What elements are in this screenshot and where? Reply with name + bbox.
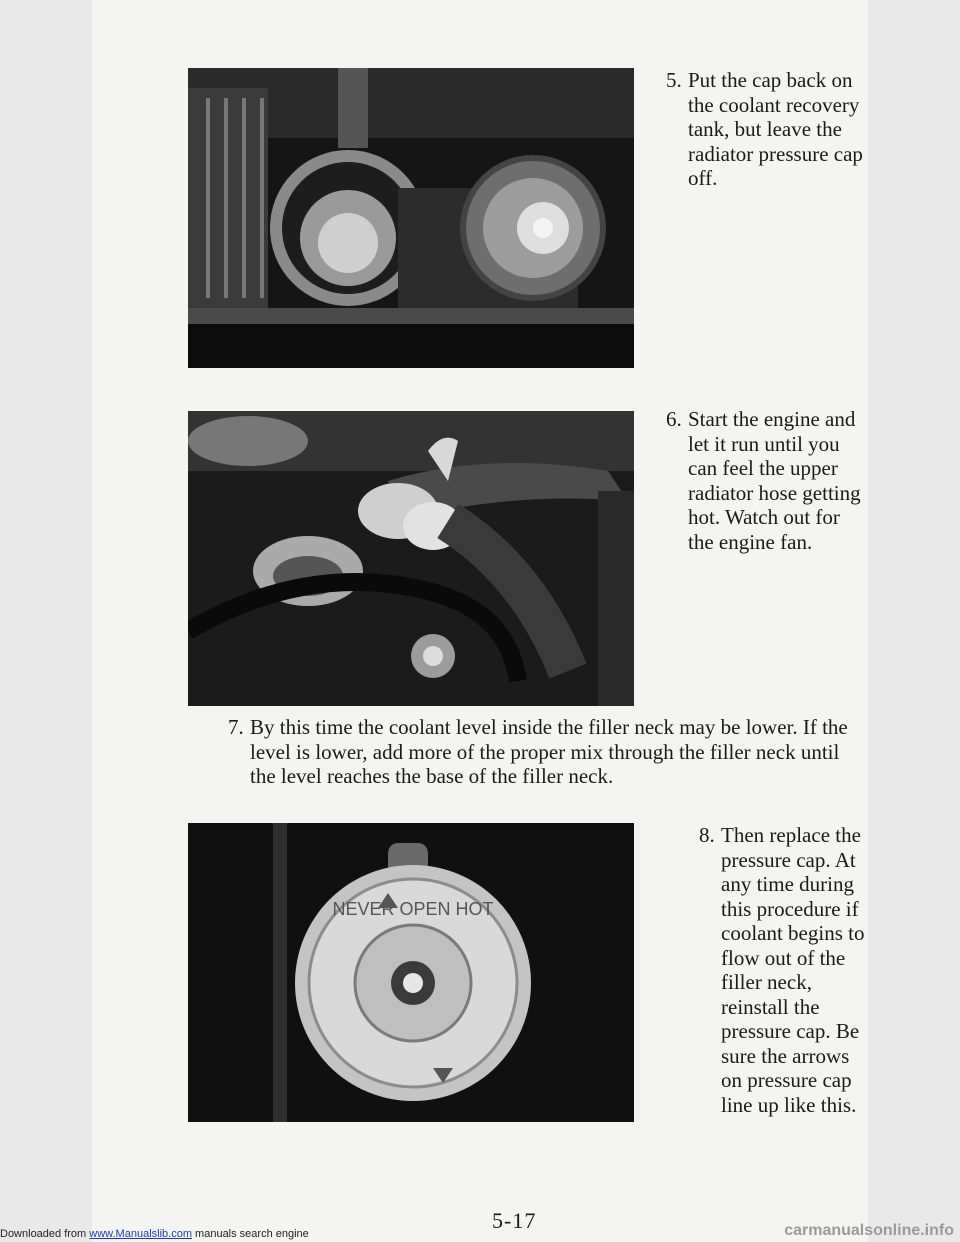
cap-warning-text: NEVER OPEN HOT — [332, 899, 494, 919]
step-text: By this time the coolant level inside the filler neck may be lower. If the level is lower, add more of the proper mix through the filler neck until the level reaches the base of the filler neck. — [250, 715, 848, 788]
step-6 — [666, 407, 866, 554]
step-number: 6. — [666, 407, 682, 431]
manual-page — [92, 0, 868, 1242]
watermark: carmanualsonline.info — [784, 1222, 954, 1239]
footer-suffix: manuals search engine — [195, 1228, 309, 1240]
download-footer — [0, 1228, 309, 1240]
step-number: 7. — [228, 715, 244, 739]
manualslib-link[interactable]: www.Manualslib.com — [89, 1228, 192, 1240]
step-7 — [228, 715, 868, 789]
step-number: 8. — [699, 823, 715, 847]
step-text: Then replace the pressure cap. At any time during this procedure if coolant begins to flow out of the filler neck, reinstall the pressure cap. Be sure the arrows on pressure cap line up like this. — [721, 823, 865, 1117]
footer-prefix: Downloaded from — [0, 1228, 87, 1240]
engine-hose-photo — [188, 411, 634, 706]
step-number: 5. — [666, 68, 682, 92]
radiator-filler-neck-photo — [188, 68, 634, 368]
step-text: Put the cap back on the coolant recovery tank, but leave the radiator pressure cap off. — [688, 68, 863, 190]
pressure-cap-photo — [188, 823, 634, 1122]
step-5 — [666, 68, 866, 191]
step-8 — [699, 823, 869, 1117]
page-number: 5-17 — [492, 1208, 537, 1233]
step-text: Start the engine and let it run until you can feel the upper radiator hose getting hot. Watch out for the engine fan. — [688, 407, 861, 554]
